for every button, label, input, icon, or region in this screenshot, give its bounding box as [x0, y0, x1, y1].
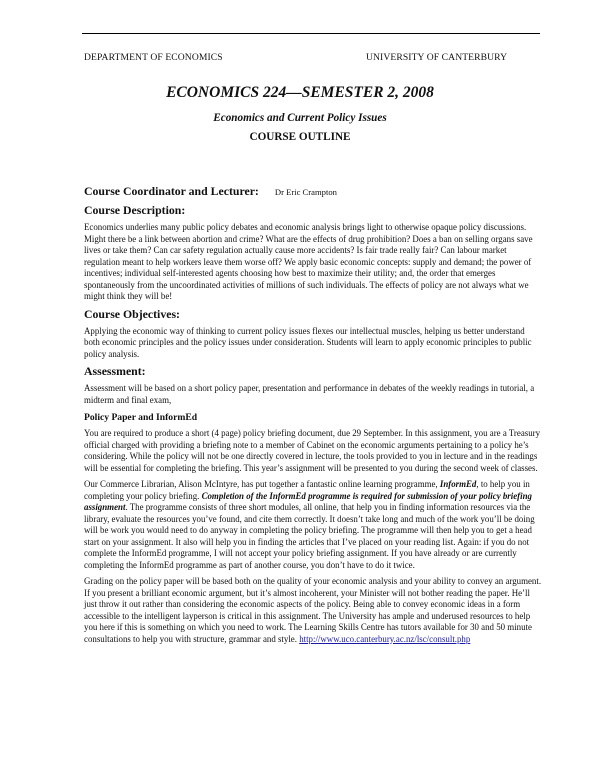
para2-text-a: Our Commerce Librarian, Alison McIntyre, has put together a fantastic online learning programme,	[84, 479, 440, 489]
assessment-text: Assessment will be based on a short policy paper, presentation and performance in debates of the weekly readings in tutorial, a midterm and final exam,	[84, 383, 535, 405]
university-header: UNIVERSITY OF CANTERBURY	[366, 52, 508, 63]
coordinator-label: Course Coordinator and Lecturer:	[84, 184, 259, 198]
objectives-text: Applying the economic way of thinking to current policy issues flexes our intellectual muscles, helping us better understand both economic principles and the policy issues under consideration. Students will learn to apply economic principles to public policy analysis.	[84, 325, 532, 359]
description-heading: Course Description:	[84, 203, 186, 217]
course-outline-label: COURSE OUTLINE	[249, 131, 351, 143]
description-text: Economics underlies many public policy debates and economic analysis brings light to otherwise opaque policy discussions. Might there be a link between abortion and crime? What are the effects of drug prohibition? Does a ban on selling organs save lives or take them? Can car safety regulation actually cause more accidents? Is fair trade really fair? Can labour market regulation meant to help workers leave them worse off? We apply basic economic concepts: supply and demand; the power of incentives; individual self-interested agents choosing how best to maximize their utility; and, the order that emerges spontaneously from the uncoordinated activities of millions of such individuals. The effects of policy are not always what we might think they will be!	[84, 222, 533, 301]
policy-paper-paragraph-2	[84, 479, 542, 571]
para2-text-b: , to help you in completing your policy briefing.	[84, 479, 530, 501]
para2-text-c: . The programme consists of three short modules, all online, that help you in finding information resources via the library, evaluate the resources you’ve found, and cite them correctly. It doesn’t take long and much of the work you’ll be doing will be work you would need to do anyway in completing the policy briefing. The programme will then help you to get a head start on your assignment. It also will help you in finding the articles that I’ve placed on your reading list. Again: if you do not complete the InformEd programme, I will not accept your policy briefing assignment. If you have already or are currently completing the InformEd programme as part of another course, you don’t have to do it twice.	[84, 502, 535, 570]
policy-paper-paragraph-3	[84, 576, 542, 645]
top-rule	[82, 33, 540, 34]
informed-emphasis: InformEd	[439, 479, 477, 489]
para3-text: Grading on the policy paper will be based both on the quality of your economic analysis and your ability to convey an argument. If you present a brilliant economic argument, but it’s almost incoherent, your Minister will not bother reading the paper. He’ll just throw it out rather than considering the economic aspects of the policy. Being able to convey economic ideas in a form accessible to the intelligent layperson is critical in this assignment. The University has ample and underused resources to help you here if this is something on which you need to work. The Learning Skills Centre has tutors available for 30 and 50 minute consultations to help you with structure, grammar and style.	[84, 576, 542, 644]
informed-requirement-emphasis: Completion of the InformEd programme is required for submission of your policy briefing assignment	[84, 490, 532, 512]
document-subtitle: Economics and Current Policy Issues	[213, 112, 387, 124]
assessment-heading: Assessment:	[84, 364, 146, 378]
objectives-heading: Course Objectives:	[84, 306, 180, 321]
policy-paper-heading: Policy Paper and InformEd	[84, 412, 198, 423]
document-body	[84, 184, 542, 645]
learning-skills-link[interactable]: http://www.uco.canterbury.ac.nz/lsc/consult.php	[299, 633, 471, 644]
policy-paper-paragraph-1: You are required to produce a short (4 page) policy briefing document, due 29 September. In this assignment, you are a Treasury official charged with providing a briefing note to a member of Cabinet on the economic arguments pertaining to a policy he’s considering. While the policy will not be one directly covered in lecture, the tools provided to you in lecture and in the readings will be essential for completing the briefing. This year’s assignment will be presented to you during the second week of classes.	[84, 428, 541, 473]
document-title: ECONOMICS 224—SEMESTER 2, 2008	[166, 84, 434, 101]
coordinator-row	[84, 184, 542, 201]
department-header: DEPARTMENT OF ECONOMICS	[84, 52, 223, 63]
coordinator-name: Dr Eric Crampton	[274, 187, 337, 197]
